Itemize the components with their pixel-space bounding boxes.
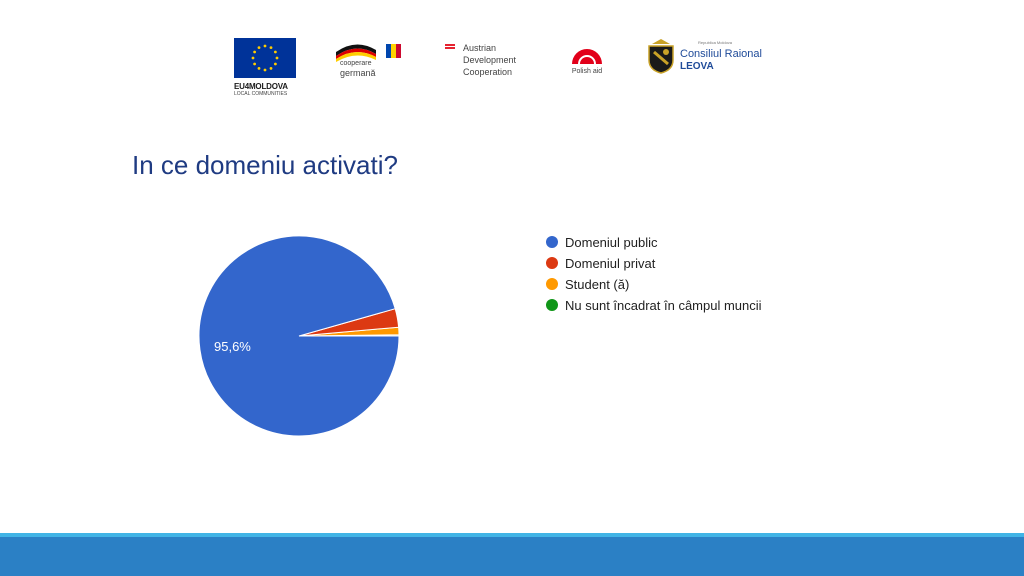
footer-bar (0, 537, 1024, 576)
legend-label: Nu sunt încadrat în câmpul muncii (565, 298, 762, 313)
legend-marker (546, 236, 558, 248)
legend-label: Student (ă) (565, 277, 630, 292)
austrian-logo-line2: Development (463, 55, 517, 65)
legend-marker (546, 278, 558, 290)
legend-marker (546, 257, 558, 269)
pie-slices (199, 236, 399, 436)
pie-data-labels (214, 339, 251, 354)
eu-logo-line1: EU4MOLDOVA (234, 82, 288, 91)
slide-title: In ce domeniu activati? (132, 150, 398, 180)
german-logo-line2: germană (340, 68, 376, 78)
leova-logo-line2: LEOVA (680, 61, 714, 72)
austrian-logo-line1: Austrian (463, 43, 497, 53)
legend-marker (546, 299, 558, 311)
german-logo-line1: cooperare (340, 60, 372, 67)
leova-logo-small-text: Republica Moldova (698, 40, 733, 45)
pie-slice-domeniul-public (199, 236, 399, 436)
legend-label: Domeniul public (565, 235, 658, 250)
leova-logo-line1: Consiliul Raional (680, 48, 762, 60)
pie-data-label: 95,6% (214, 339, 251, 354)
polish-aid-label: Polish aid (571, 68, 603, 75)
eu-logo-line2: LOCAL COMMUNITIES (234, 91, 288, 97)
legend-label: Domeniul privat (565, 256, 656, 271)
austrian-logo-line3: Cooperation (463, 67, 513, 77)
chart-legend (546, 235, 762, 313)
